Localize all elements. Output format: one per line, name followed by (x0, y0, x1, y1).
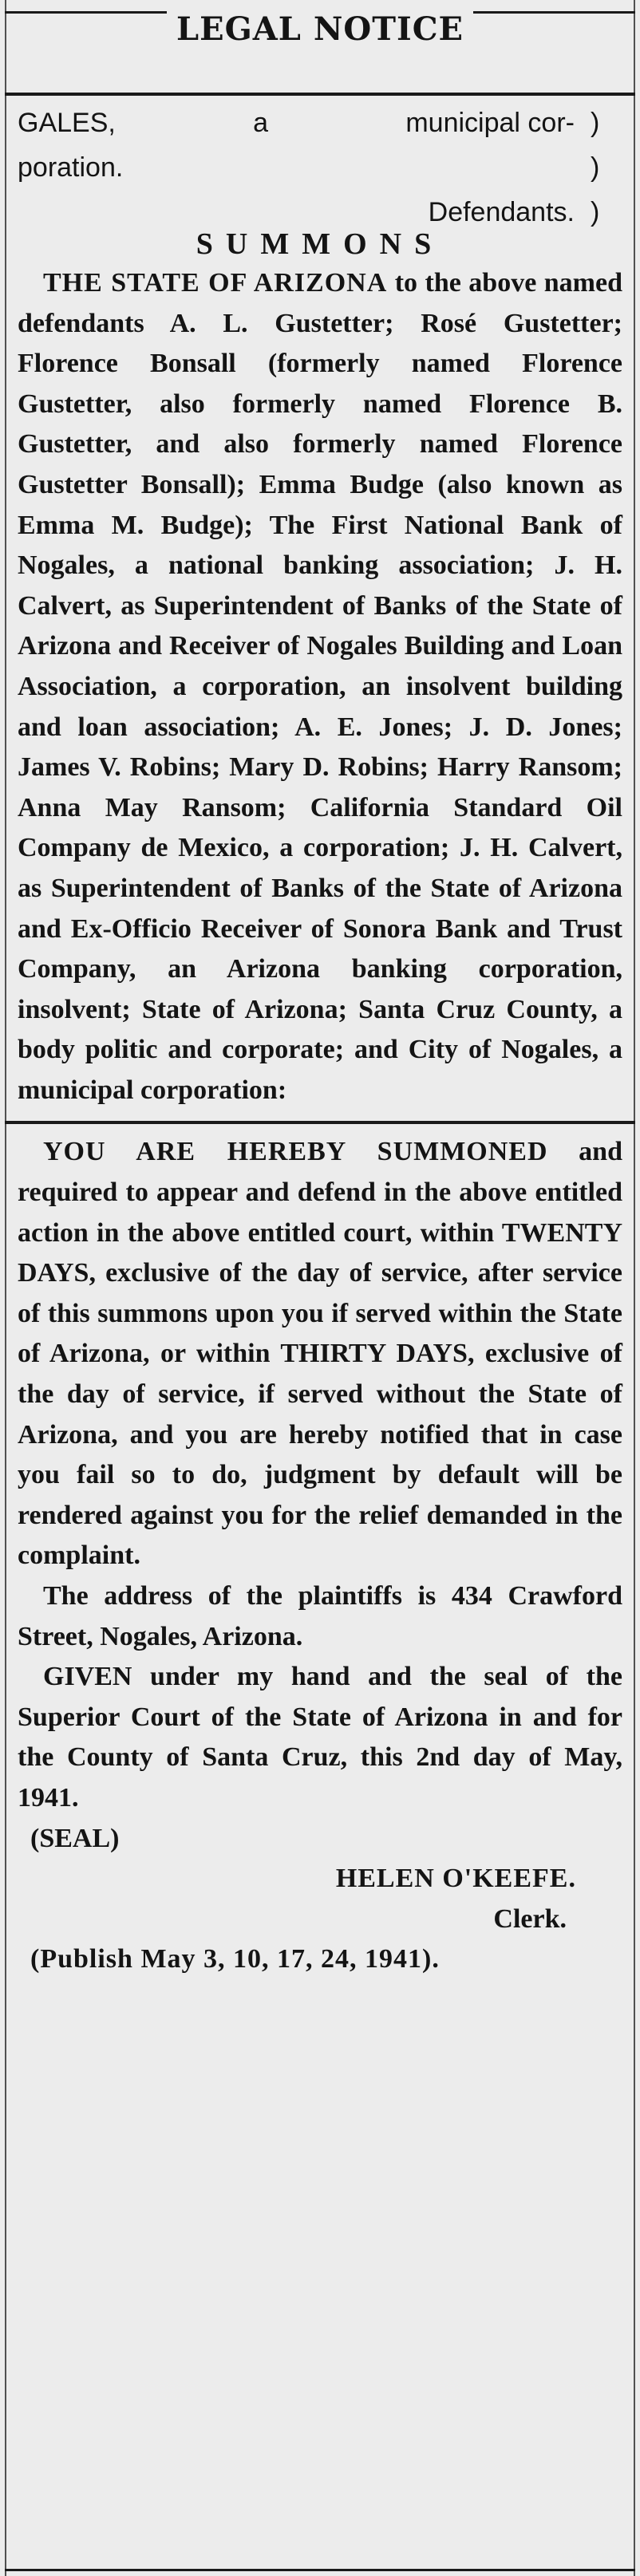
notice-body (18, 263, 622, 1980)
section-divider (5, 1121, 635, 1124)
caption-paren: ) (591, 197, 600, 227)
signature-name: HELEN O'KEEFE. (335, 1864, 576, 1894)
defendants-label: Defendants. (428, 197, 575, 227)
paragraph-text: and required to appear and defend in the above entitled action in the above entitled court, within TWENTY DAYS, exclusive of the day of service, after service of this summons upon you if served within the State of Arizona, or within THIRTY DAYS, exclusive of the day of service, if served without the State of Arizona, and you are hereby notified that in case you fail so to do, judgment by default will be rendered against you for the relief demanded in the complaint. (18, 1137, 622, 1571)
caption-word: GALES, (18, 108, 116, 138)
caption-line-1 (18, 101, 622, 145)
notice-heading-text: LEGAL NOTICE (167, 10, 473, 48)
caption-word: municipal cor- (405, 108, 575, 138)
caption-paren: ) (591, 152, 600, 183)
seal-mark: (SEAL) (30, 1823, 120, 1853)
caption-word: a (253, 108, 269, 138)
caption-line-2 (18, 145, 622, 190)
caption-word: poration. (18, 152, 124, 183)
notice-heading (0, 10, 640, 49)
bottom-rule (5, 2569, 635, 2571)
paragraph-text: to the above named defendants A. L. Gustetter; Rosé Gustetter; Florence Bonsall (formerly named Florence Gustetter, also formerly named Florence B. Gustetter, and also formerly named Florence Gustetter Bonsall); Emma Budge (also known as Emma M. Budge); The First National Bank of Nogales, a national banking association; J. H. Calvert, as Superintendent of Banks of the State of Arizona and Receiver of Nogales Building and Loan Association, a corporation, an insolvent building and loan association; A. E. Jones; J. D. Jones; James V. Robins; Mary D. Robins; Harry Ransom; Anna May Ransom; California Standard Oil Company de Mexico, a corporation; J. H. Calvert, as Superintendent of Banks of the State of Arizona and Ex-Officio Receiver of Sonora Bank and Trust Company, an Arizona banking corporation, insolvent; State of Arizona; Santa Cruz County, a body politic and corporate; and City of Nogales, a municipal corporation: (18, 268, 622, 1105)
paragraph-addressees (18, 263, 622, 1110)
signature-title: Clerk. (493, 1903, 567, 1934)
right-border-rule (634, 0, 635, 2576)
paragraph-address: The address of the plaintiffs is 434 Crawford Street, Nogales, Arizona. (18, 1581, 622, 1651)
caption-paren: ) (591, 108, 600, 138)
summons-title: SUMMONS (196, 227, 444, 261)
paragraph-lead: THE STATE OF ARIZONA (43, 268, 388, 298)
heading-divider (5, 93, 635, 96)
paragraph-lead: YOU ARE HEREBY SUMMONED (43, 1137, 548, 1167)
left-border-rule (5, 0, 6, 2576)
case-caption (18, 101, 622, 235)
publish-dates: (Publish May 3, 10, 17, 24, 1941). (30, 1944, 440, 1974)
paragraph-summoned (18, 1132, 622, 1576)
paragraph-given: GIVEN under my hand and the seal of the Superior Court of the State of Arizona in and for the County of Santa Cruz, this 2nd day of May, 1941. (18, 1662, 622, 1813)
